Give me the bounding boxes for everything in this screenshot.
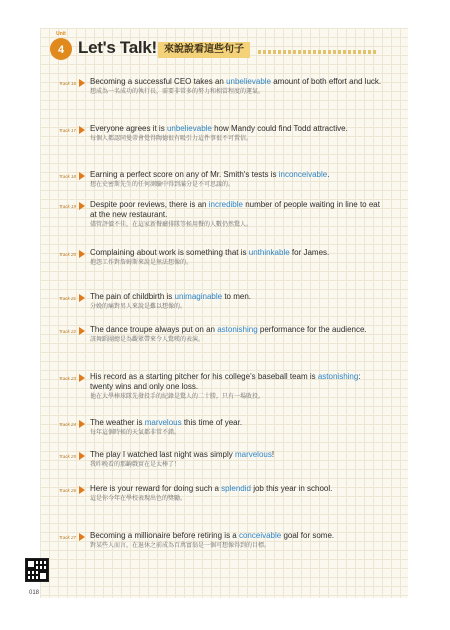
audio-track-label[interactable]: Track 20 [58,252,76,257]
sentence-text: Everyone agrees it is [90,124,167,133]
page-subtitle: 來說說看這些句子 [158,42,250,58]
chinese-translation: 他在大學棒球隊先發投手的紀錄是驚人的二十勝，只有一場敗投。 [90,394,265,400]
chinese-translation: 抱怨工作對詹姆斯來說是無法想像的。 [90,260,193,266]
highlighted-word: incredible [208,200,243,209]
audio-track-label[interactable]: Track 17 [58,128,76,133]
sentence-entry [54,248,384,267]
chinese-translation: 想成為一名成功的執行長，需要非常多的努力和相當程度的運氣。 [90,89,265,95]
sentence-entry [54,418,384,437]
audio-track-label[interactable]: Track 19 [58,204,76,209]
audio-track-label[interactable]: Track 18 [58,174,76,179]
sentence-text: The weather is [90,418,145,427]
highlighted-word: conceivable [238,531,282,540]
unit-label: Unit [56,31,66,37]
audio-track-label[interactable]: Track 27 [58,535,76,540]
sentence-text: The play I watched last night was simply [90,450,235,459]
chinese-translation: 每個人都認同曼蒂會覺得陶德很有吸引力這件事很不可置信。 [90,136,253,142]
play-arrow-icon[interactable] [79,202,85,210]
sentence-text: The pain of childbirth is [90,292,175,301]
sentence-entry [54,531,384,550]
play-arrow-icon[interactable] [79,486,85,494]
sentence-entry [54,484,384,503]
highlighted-word: marvelous [234,450,272,459]
english-sentence [90,200,384,220]
sentence-entry [54,124,384,143]
english-sentence [90,484,384,494]
sentence-text: job this year in school. [250,484,333,493]
highlighted-word: unbelievable [226,77,271,86]
sentence-text: Complaining about work is something that is [90,248,249,257]
sentence-text: to men. [222,292,251,301]
chinese-translation: 該舞蹈團總是為觀眾帶來令人驚嘆的表演。 [90,337,205,343]
highlighted-word: astonishing [317,372,359,381]
sentence-text: amount of both effort and luck. [271,77,382,86]
audio-track-label[interactable]: Track 24 [58,422,76,427]
play-arrow-icon[interactable] [79,172,85,180]
grid-paper-page [40,28,408,598]
sentence-text: this time of year. [181,418,243,427]
sentence-text: Earning a perfect score on any of Mr. Smith's tests is [90,170,279,179]
title-divider [258,50,378,54]
audio-track-label[interactable]: Track 22 [58,329,76,334]
qr-code-icon[interactable] [25,558,49,582]
sentence-entry [54,450,384,469]
sentence-text: His record as a starting pitcher for his college's baseball team is [90,372,318,381]
chinese-translation: 對某些人而言，在退休之前成為百萬富翁是一個可想像得到的目標。 [90,543,271,549]
play-arrow-icon[interactable] [79,533,85,541]
sentence-text: for James. [289,248,330,257]
audio-track-label[interactable]: Track 26 [58,488,76,493]
sentence-entry [54,200,384,229]
chinese-translation: 這是你今年在學校表現出色的獎勵。 [90,496,187,502]
sentence-text: ! [271,450,275,459]
chinese-translation: 儘管評價不佳，在這家新餐廳排隊等候用餐的人數仍然驚人。 [90,222,253,228]
play-arrow-icon[interactable] [79,294,85,302]
page-number: 018 [29,590,40,596]
audio-track-label[interactable]: Track 25 [58,454,76,459]
audio-track-label[interactable]: Track 16 [58,81,76,86]
highlighted-word: marvelous [144,418,182,427]
sentence-text: number of people waiting in line to eat at the new restaurant. [90,200,380,219]
sentence-text: . [327,170,330,179]
play-arrow-icon[interactable] [79,374,85,382]
chinese-translation: 想在史密斯先生的任何測驗中得到滿分是不可思議的。 [90,182,235,188]
sentence-text: Becoming a successful CEO takes an [90,77,227,86]
sentence-entry [54,292,384,311]
english-sentence [90,292,384,302]
sentence-entry [54,372,384,401]
sentence-text: The dance troupe always put on an [90,325,218,334]
audio-track-label[interactable]: Track 21 [58,296,76,301]
highlighted-word: unthinkable [248,248,290,257]
audio-track-label[interactable]: Track 23 [58,376,76,381]
sentence-entry [54,325,384,344]
highlighted-word: inconceivable [278,170,328,179]
chinese-translation: 分娩的痛對男人來說是難以想像的。 [90,304,187,310]
english-sentence [90,170,384,180]
highlighted-word: unbelievable [166,124,212,133]
sentence-text: how Mandy could find Todd attractive. [211,124,348,133]
unit-number: 4 [57,44,65,56]
sentence-entry [54,170,384,189]
sentence-text: Here is your reward for doing such a [90,484,222,493]
sentence-text: performance for the audience. [257,325,367,334]
english-sentence [90,77,384,87]
english-sentence [90,248,384,258]
sentence-text: : twenty wins and only one loss. [90,372,361,391]
chinese-translation: 我昨晚看的那齣戲實在是太棒了！ [90,462,181,468]
page-title: Let's Talk! [78,38,157,57]
highlighted-word: astonishing [217,325,258,334]
english-sentence [90,418,384,428]
english-sentence [90,450,384,460]
sentence-text: Despite poor reviews, there is an [90,200,209,209]
highlighted-word: unimaginable [174,292,223,301]
english-sentence [90,124,384,134]
sentence-entry [54,77,384,96]
play-arrow-icon[interactable] [79,126,85,134]
play-arrow-icon[interactable] [79,327,85,335]
english-sentence [90,325,384,335]
sentence-text: Becoming a millionaire before retiring is a [90,531,239,540]
play-arrow-icon[interactable] [79,452,85,460]
play-arrow-icon[interactable] [79,79,85,87]
english-sentence [90,372,384,392]
highlighted-word: splendid [221,484,251,493]
chinese-translation: 每年這個時候的天氣都非常不錯。 [90,430,181,436]
sentence-text: goal for some. [281,531,335,540]
play-arrow-icon[interactable] [79,420,85,428]
unit-badge [50,31,72,60]
english-sentence [90,531,384,541]
play-arrow-icon[interactable] [79,250,85,258]
